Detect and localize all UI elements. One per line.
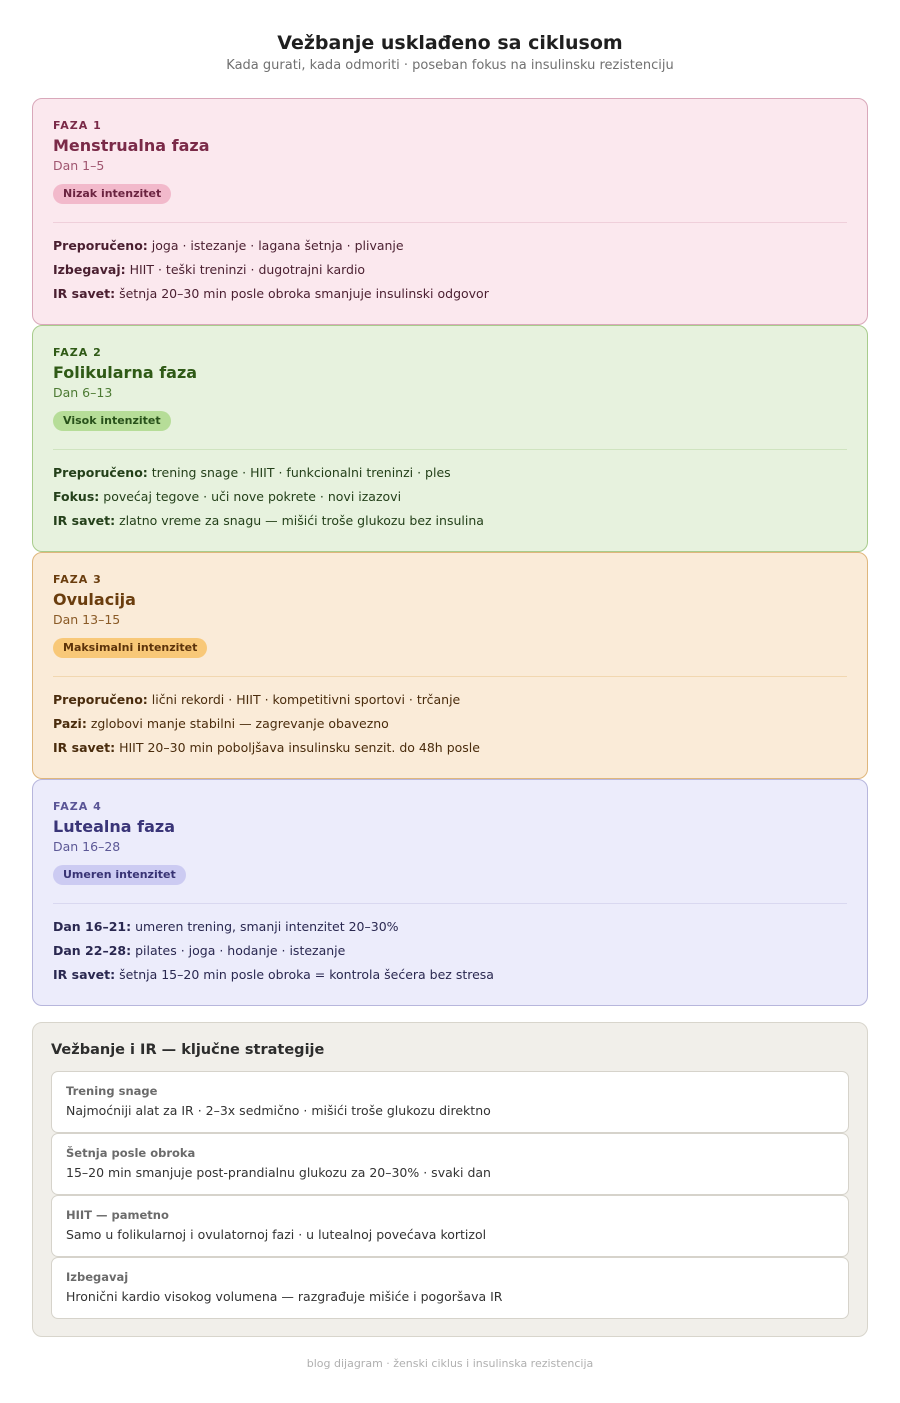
strategy-text: Samo u folikularnoj i ovulatornoj fazi · u lutealnoj povećava kortizol (66, 1227, 487, 1242)
phase-number: FAZA 1 (53, 119, 102, 132)
line-label: Izbegavaj: (53, 262, 126, 277)
line-label: IR savet: (53, 513, 116, 528)
phase-card-luteal (32, 779, 868, 1006)
strategy-card (51, 1133, 849, 1195)
strategy-text: Najmoćniji alat za IR · 2–3x sedmično · mišići troše glukozu direktno (66, 1103, 491, 1118)
line-label: Fokus: (53, 489, 100, 504)
line-text: šetnja 20–30 min posle obroka smanjuje insulinski odgovor (119, 286, 489, 301)
line-label: IR savet: (53, 967, 116, 982)
page-header (0, 0, 900, 73)
divider (53, 676, 847, 677)
phase-number: FAZA 3 (53, 573, 102, 586)
line-text: zglobovi manje stabilni — zagrevanje obavezno (90, 716, 389, 731)
phase-card-ovulation (32, 552, 868, 779)
strategy-label: Šetnja posle obroka (66, 1146, 196, 1160)
strategies-title: Vežbanje i IR — ključne strategije (51, 1042, 325, 1058)
phase-line (53, 258, 847, 282)
line-label: Preporučeno: (53, 692, 148, 707)
phase-card-follicular (32, 325, 868, 552)
phase-line (53, 915, 847, 939)
phase-card-menstrual (32, 98, 868, 325)
strategy-label: Trening snage (66, 1084, 158, 1098)
line-label: Preporučeno: (53, 465, 148, 480)
phase-days: Dan 16–28 (53, 839, 121, 854)
strategy-text: Hronični kardio visokog volumena — razgrađuje mišiće i pogoršava IR (66, 1289, 503, 1304)
page-title: Vežbanje usklađeno sa ciklusom (277, 32, 623, 54)
strategy-text: 15–20 min smanjuje post-prandialnu glukozu za 20–30% · svaki dan (66, 1165, 491, 1180)
line-text: povećaj tegove · uči nove pokrete · novi izazovi (103, 489, 402, 504)
strategy-label: Izbegavaj (66, 1270, 129, 1284)
phase-line (53, 485, 847, 509)
line-label: IR savet: (53, 740, 116, 755)
line-label: Dan 22–28: (53, 943, 132, 958)
phase-days: Dan 6–13 (53, 385, 113, 400)
line-text: šetnja 15–20 min posle obroka = kontrola šećera bez stresa (119, 967, 494, 982)
phase-line (53, 461, 847, 485)
phase-line (53, 963, 847, 987)
phase-line (53, 234, 847, 258)
line-text: joga · istezanje · lagana šetnja · plivanje (151, 238, 404, 253)
line-text: zlatno vreme za snagu — mišići troše glukozu bez insulina (119, 513, 484, 528)
phase-name: Menstrualna faza (53, 136, 210, 155)
line-text: lični rekordi · HIIT · kompetitivni sportovi · trčanje (151, 692, 461, 707)
line-text: HIIT · teški treninzi · dugotrajni kardio (129, 262, 366, 277)
line-label: IR savet: (53, 286, 116, 301)
footer-caption: blog dijagram · ženski ciklus i insulinska rezistencija (306, 1357, 594, 1370)
phase-name: Lutealna faza (53, 817, 175, 836)
line-text: pilates · joga · hodanje · istezanje (135, 943, 346, 958)
phase-line (53, 736, 847, 760)
line-text: trening snage · HIIT · funkcionalni treninzi · ples (151, 465, 451, 480)
strategy-card (51, 1195, 849, 1257)
strategy-card (51, 1257, 849, 1319)
intensity-badge: Visok intenzitet (53, 411, 171, 431)
divider (53, 903, 847, 904)
line-text: umeren trening, smanji intenzitet 20–30% (135, 919, 399, 934)
phase-number: FAZA 2 (53, 346, 102, 359)
divider (53, 222, 847, 223)
line-label: Preporučeno: (53, 238, 148, 253)
phase-line (53, 509, 847, 533)
phase-line (53, 688, 847, 712)
intensity-badge: Nizak intenzitet (53, 184, 171, 204)
line-text: HIIT 20–30 min poboljšava insulinsku senzit. do 48h posle (119, 740, 480, 755)
phase-name: Folikularna faza (53, 363, 198, 382)
line-label: Pazi: (53, 716, 87, 731)
phase-number: FAZA 4 (53, 800, 102, 813)
intensity-badge: Umeren intenzitet (53, 865, 186, 885)
phase-list (32, 98, 868, 1006)
intensity-badge: Maksimalni intenzitet (53, 638, 207, 658)
strategy-label: HIIT — pametno (66, 1208, 169, 1222)
phase-days: Dan 1–5 (53, 158, 105, 173)
divider (53, 449, 847, 450)
line-label: Dan 16–21: (53, 919, 132, 934)
phase-line (53, 939, 847, 963)
phase-line (53, 282, 847, 306)
phase-days: Dan 13–15 (53, 612, 121, 627)
phase-name: Ovulacija (53, 590, 136, 609)
page-subtitle: Kada gurati, kada odmoriti · poseban fokus na insulinsku rezistenciju (226, 58, 674, 73)
phase-line (53, 712, 847, 736)
strategies-panel (32, 1022, 868, 1337)
strategy-card (51, 1071, 849, 1133)
